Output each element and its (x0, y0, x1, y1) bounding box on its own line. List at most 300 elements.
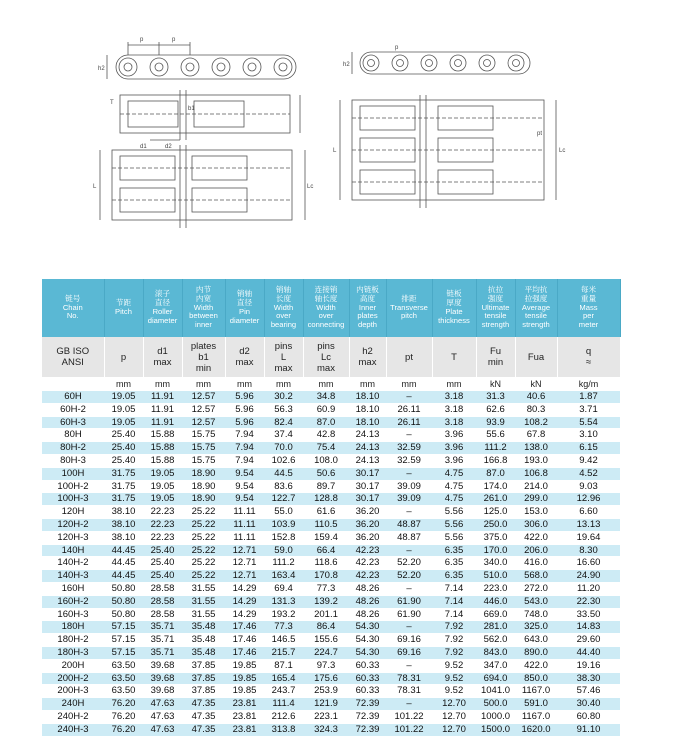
table-cell: – (386, 698, 432, 711)
column-header (476, 279, 515, 337)
chain-number-cell: 140H-2 (42, 557, 104, 570)
chain-number-cell: 200H (42, 659, 104, 672)
table-row (42, 582, 620, 595)
table-cell: 6.35 (432, 557, 476, 570)
table-cell: 72.39 (349, 710, 386, 723)
table-cell: 19.05 (104, 416, 143, 429)
table-cell: 55.0 (264, 506, 303, 519)
table-cell: 101.22 (386, 723, 432, 736)
table-cell: 70.0 (264, 442, 303, 455)
table-row (42, 403, 620, 416)
table-cell: 37.85 (182, 685, 225, 698)
chain-number-cell: 100H (42, 467, 104, 480)
chain-number-cell: 180H-2 (42, 634, 104, 647)
table-cell: – (386, 544, 432, 557)
table-cell: 253.9 (303, 685, 349, 698)
table-cell: 18.10 (349, 391, 386, 403)
table-cell: 3.71 (557, 403, 620, 416)
chain-number-cell: 140H (42, 544, 104, 557)
table-cell: 174.0 (476, 480, 515, 493)
column-header (557, 279, 620, 337)
table-cell: 38.30 (557, 672, 620, 685)
table-cell: 12.71 (225, 557, 264, 570)
table-cell: 9.54 (225, 493, 264, 506)
table-cell: 19.16 (557, 659, 620, 672)
table-cell: 215.7 (264, 646, 303, 659)
table-cell: 14.29 (225, 595, 264, 608)
table-cell: 18.10 (349, 416, 386, 429)
table-cell: 37.4 (264, 429, 303, 442)
table-row (42, 659, 620, 672)
table-cell: 25.22 (182, 544, 225, 557)
table-cell: 14.83 (557, 621, 620, 634)
table-cell: 25.40 (143, 544, 182, 557)
table-cell: 7.14 (432, 608, 476, 621)
table-cell: 340.0 (476, 557, 515, 570)
table-cell: 38.10 (104, 531, 143, 544)
table-cell: 25.40 (104, 454, 143, 467)
table-cell: 12.57 (182, 391, 225, 403)
table-cell: 5.96 (225, 391, 264, 403)
table-cell: 30.2 (264, 391, 303, 403)
table-cell: 15.75 (182, 442, 225, 455)
table-cell: 54.30 (349, 646, 386, 659)
table-cell: 12.96 (557, 493, 620, 506)
table-cell: 7.92 (432, 621, 476, 634)
table-cell: 324.3 (303, 723, 349, 736)
table-cell: 42.8 (303, 429, 349, 442)
header-en-text: diameter (147, 315, 178, 325)
table-cell: 63.50 (104, 659, 143, 672)
table-cell: 11.91 (143, 391, 182, 403)
table-cell: 52.20 (386, 557, 432, 570)
table-cell: 69.16 (386, 646, 432, 659)
table-cell: 69.16 (386, 634, 432, 647)
table-cell: 91.10 (557, 723, 620, 736)
table-row (42, 454, 620, 467)
table-cell: 3.96 (432, 442, 476, 455)
table-cell: 159.4 (303, 531, 349, 544)
unit-cell: mm (386, 377, 432, 391)
table-cell: 47.63 (143, 698, 182, 711)
table-cell: 446.0 (476, 595, 515, 608)
chain-number-cell: 160H-2 (42, 595, 104, 608)
table-row (42, 646, 620, 659)
table-cell: 35.71 (143, 634, 182, 647)
table-cell: 47.63 (143, 710, 182, 723)
table-cell: 89.7 (303, 480, 349, 493)
table-cell: 23.81 (225, 698, 264, 711)
table-cell: 9.42 (557, 454, 620, 467)
unit-cell: kN (515, 377, 557, 391)
chain-number-cell: 60H-2 (42, 403, 104, 416)
symbol-text: q (585, 346, 592, 357)
table-cell: 55.6 (476, 429, 515, 442)
table-cell: 17.46 (225, 634, 264, 647)
table-cell: 125.0 (476, 506, 515, 519)
table-row (42, 416, 620, 429)
table-cell: 5.54 (557, 416, 620, 429)
table-cell: 19.05 (104, 403, 143, 416)
table-cell: 152.8 (264, 531, 303, 544)
table-cell: 63.50 (104, 685, 143, 698)
table-cell: 48.87 (386, 518, 432, 531)
table-row (42, 595, 620, 608)
symbol-text: ANSI (61, 357, 84, 368)
table-cell: 42.23 (349, 557, 386, 570)
table-cell: 243.7 (264, 685, 303, 698)
table-cell: 1620.0 (515, 723, 557, 736)
symbol-text: h2 (362, 346, 373, 357)
table-cell: 36.20 (349, 506, 386, 519)
header-row (42, 279, 620, 337)
table-row (42, 544, 620, 557)
symbol-text: max (317, 362, 335, 374)
table-cell: 12.71 (225, 544, 264, 557)
table-cell: 11.91 (143, 416, 182, 429)
table-cell: 47.63 (143, 723, 182, 736)
table-cell: 31.75 (104, 493, 143, 506)
table-cell: 25.22 (182, 506, 225, 519)
table-cell: 25.40 (104, 442, 143, 455)
table-cell: 4.75 (432, 467, 476, 480)
table-cell: 34.8 (303, 391, 349, 403)
table-cell: 32.59 (386, 454, 432, 467)
table-cell: 568.0 (515, 570, 557, 583)
header-en-text: Pin (239, 307, 250, 316)
table-cell: 669.0 (476, 608, 515, 621)
table-cell: 78.31 (386, 672, 432, 685)
header-en-text: Mass (579, 302, 598, 312)
multi-chain-side-view (352, 52, 530, 74)
table-cell: 31.55 (182, 582, 225, 595)
table-cell: 261.0 (476, 493, 515, 506)
table-cell: 13.13 (557, 518, 620, 531)
table-cell: 47.35 (182, 698, 225, 711)
table-row (42, 634, 620, 647)
table-cell: 111.4 (264, 698, 303, 711)
double-strand-top-view (100, 145, 305, 228)
table-cell: 39.68 (143, 659, 182, 672)
header-zh-text: 排距 (401, 293, 417, 303)
table-row (42, 698, 620, 711)
table-cell: 17.46 (225, 646, 264, 659)
table-cell: 4.75 (432, 493, 476, 506)
table-cell: 15.88 (143, 442, 182, 455)
table-cell: 15.75 (182, 454, 225, 467)
table-row (42, 621, 620, 634)
header-zh-text: 链号 (65, 293, 81, 303)
chain-number-cell: 200H-2 (42, 672, 104, 685)
header-en-text: strength (522, 320, 550, 330)
chain-number-cell: 60H (42, 391, 104, 403)
header-zh-text: 厚度 (446, 298, 462, 308)
table-cell: 5.96 (225, 403, 264, 416)
table-cell: 42.23 (349, 570, 386, 583)
header-zh-text: 每米 (580, 284, 597, 294)
table-cell: 500.0 (476, 698, 515, 711)
table-cell: 4.75 (432, 480, 476, 493)
table-cell: 48.26 (349, 582, 386, 595)
symbol-text: Fua (527, 351, 545, 363)
table-cell: 72.39 (349, 723, 386, 736)
table-cell: 138.0 (515, 442, 557, 455)
symbol-text: b1 (198, 351, 209, 363)
table-cell: 15.88 (143, 429, 182, 442)
table-cell: 15.75 (182, 429, 225, 442)
label-p-right: p (395, 45, 399, 51)
label-l: L (93, 184, 97, 190)
table-cell: 18.90 (182, 467, 225, 480)
table-cell: 25.40 (143, 557, 182, 570)
symbol-cell (143, 337, 182, 377)
table-cell: 416.0 (515, 557, 557, 570)
table-cell: 643.0 (515, 634, 557, 647)
table-cell: 748.0 (515, 608, 557, 621)
table-cell: 39.68 (143, 685, 182, 698)
table-cell: 30.40 (557, 698, 620, 711)
chain-number-cell: 120H-3 (42, 531, 104, 544)
table-cell: 3.96 (432, 429, 476, 442)
table-cell: 80.3 (515, 403, 557, 416)
header-zh-text: 内节 (195, 284, 212, 294)
table-cell: 7.94 (225, 442, 264, 455)
column-header (386, 279, 432, 337)
column-header (303, 279, 349, 337)
table-cell: 1167.0 (515, 685, 557, 698)
table-cell: 35.48 (182, 621, 225, 634)
header-en-text: Inner (358, 302, 377, 312)
table-cell: 42.23 (349, 544, 386, 557)
chain-number-cell: 100H-2 (42, 480, 104, 493)
table-cell: 37.85 (182, 672, 225, 685)
table-cell: 193.0 (515, 454, 557, 467)
column-header (225, 279, 264, 337)
table-cell: 1500.0 (476, 723, 515, 736)
header-en-text: meter (578, 320, 599, 330)
table-cell: 36.20 (349, 518, 386, 531)
label-l-right: L (333, 148, 337, 154)
table-cell: 32.59 (386, 442, 432, 455)
table-cell: 106.8 (515, 467, 557, 480)
table-cell: 19.85 (225, 659, 264, 672)
symbol-text: min (487, 357, 504, 368)
table-cell: 325.0 (515, 621, 557, 634)
table-cell: 76.20 (104, 723, 143, 736)
table-cell: 26.11 (386, 416, 432, 429)
table-cell: 18.90 (182, 480, 225, 493)
unit-cell: mm (182, 377, 225, 391)
table-cell: 24.13 (349, 442, 386, 455)
symbol-cell (476, 337, 515, 377)
table-cell: 76.20 (104, 698, 143, 711)
table-cell: 163.4 (264, 570, 303, 583)
symbol-cell (264, 337, 303, 377)
header-en-text: pitch (400, 311, 418, 321)
label-b1: b1 (188, 106, 195, 112)
table-cell: 61.90 (386, 595, 432, 608)
column-header (143, 279, 182, 337)
symbol-text: p (120, 351, 127, 363)
unit-cell: mm (303, 377, 349, 391)
table-cell: 39.09 (386, 493, 432, 506)
table-row (42, 480, 620, 493)
table-cell: 28.58 (143, 595, 182, 608)
table-cell: 19.64 (557, 531, 620, 544)
table-cell: 63.50 (104, 672, 143, 685)
table-row (42, 531, 620, 544)
chain-number-cell: 240H-3 (42, 723, 104, 736)
unit-cell: mm (432, 377, 476, 391)
table-cell: 12.70 (432, 723, 476, 736)
table-cell: 9.52 (432, 672, 476, 685)
table-cell: 59.0 (264, 544, 303, 557)
table-cell: 23.81 (225, 710, 264, 723)
header-zh-text: 长度 (275, 293, 292, 303)
symbol-cell (557, 337, 620, 377)
table-cell: 175.6 (303, 672, 349, 685)
header-zh-text: 销轴 (236, 289, 253, 299)
label-pt: pt (537, 131, 543, 137)
table-cell: 69.4 (264, 582, 303, 595)
header-zh-text: 高度 (359, 293, 376, 303)
chain-number-cell: 100H-3 (42, 493, 104, 506)
table-row (42, 723, 620, 736)
chain-number-cell: 160H (42, 582, 104, 595)
table-cell: 48.87 (386, 531, 432, 544)
table-cell: 31.55 (182, 595, 225, 608)
table-cell: 60.9 (303, 403, 349, 416)
table-cell: 7.92 (432, 634, 476, 647)
header-zh-text: 重量 (580, 293, 597, 303)
table-cell: 128.8 (303, 493, 349, 506)
table-row (42, 570, 620, 583)
symbol-text: pins (274, 340, 293, 352)
table-cell: 22.23 (143, 506, 182, 519)
table-cell: 87.1 (264, 659, 303, 672)
table-row (42, 518, 620, 531)
table-cell: 347.0 (476, 659, 515, 672)
table-cell: 6.15 (557, 442, 620, 455)
column-header (42, 279, 104, 337)
label-p: p (140, 37, 144, 43)
table-cell: 25.40 (143, 570, 182, 583)
table-cell: 890.0 (515, 646, 557, 659)
table-cell: 281.0 (476, 621, 515, 634)
table-cell: 35.48 (182, 634, 225, 647)
table-cell: 223.0 (476, 582, 515, 595)
table-row (42, 608, 620, 621)
header-en-text: between (189, 311, 218, 321)
header-en-text: strength (481, 320, 510, 330)
table-cell: 166.8 (476, 454, 515, 467)
label-p-2: p (172, 37, 176, 43)
table-row (42, 506, 620, 519)
chain-number-cell: 140H-3 (42, 570, 104, 583)
symbol-text: T (451, 351, 457, 363)
table-cell: 57.15 (104, 634, 143, 647)
chain-number-cell: 180H-3 (42, 646, 104, 659)
table-cell: 54.30 (349, 621, 386, 634)
table-cell: 224.7 (303, 646, 349, 659)
table-cell: 75.4 (303, 442, 349, 455)
table-cell: 78.31 (386, 685, 432, 698)
table-cell: 19.05 (104, 391, 143, 403)
table-cell: 57.15 (104, 621, 143, 634)
header-en-text: diameter (229, 315, 260, 325)
table-cell: 44.45 (104, 570, 143, 583)
header-en-text: Average (521, 302, 551, 312)
table-cell: 25.40 (104, 429, 143, 442)
unit-cell: mm (264, 377, 303, 391)
header-zh-text: 强度 (487, 293, 504, 303)
table-cell: 16.60 (557, 557, 620, 570)
table-cell: 77.3 (264, 621, 303, 634)
table-cell: 57.46 (557, 685, 620, 698)
table-cell: 299.0 (515, 493, 557, 506)
symbol-text: plates (190, 340, 217, 352)
header-en-text: tensile (484, 311, 507, 321)
table-cell: 591.0 (515, 698, 557, 711)
triple-strand-top-view (340, 95, 556, 208)
table-cell: 97.3 (303, 659, 349, 672)
table-cell: 35.48 (182, 646, 225, 659)
table-cell: 111.2 (476, 442, 515, 455)
table-cell: 82.4 (264, 416, 303, 429)
table-cell: 31.55 (182, 608, 225, 621)
table-cell: 44.40 (557, 646, 620, 659)
table-cell: 562.0 (476, 634, 515, 647)
label-t: T (110, 100, 114, 106)
header-en-text: Pitch (115, 307, 132, 316)
header-zh-text: 链板 (446, 289, 462, 299)
chain-number-cell: 60H-3 (42, 416, 104, 429)
table-cell: 30.17 (349, 493, 386, 506)
table-row (42, 710, 620, 723)
table-cell: 5.56 (432, 518, 476, 531)
table-row (42, 557, 620, 570)
table-cell: 50.80 (104, 608, 143, 621)
table-cell: 15.88 (143, 454, 182, 467)
table-cell: 14.29 (225, 608, 264, 621)
table-cell: 11.11 (225, 518, 264, 531)
chain-number-cell: 200H-3 (42, 685, 104, 698)
table-cell: 4.52 (557, 467, 620, 480)
symbol-text: max (235, 357, 254, 368)
table-cell: 12.57 (182, 403, 225, 416)
label-h2-right: h2 (343, 62, 350, 68)
table-cell: 313.8 (264, 723, 303, 736)
symbol-text: max (274, 362, 293, 374)
table-cell: 25.22 (182, 518, 225, 531)
table-cell: 6.60 (557, 506, 620, 519)
table-cell: 7.92 (432, 646, 476, 659)
table-cell: 86.4 (303, 621, 349, 634)
table-cell: 19.05 (143, 493, 182, 506)
table-cell: 83.6 (264, 480, 303, 493)
unit-cell: mm (349, 377, 386, 391)
table-cell: 5.56 (432, 531, 476, 544)
chain-number-cell: 80H (42, 429, 104, 442)
symbol-cell (42, 337, 104, 377)
table-cell: 60.80 (557, 710, 620, 723)
table-cell: 39.09 (386, 480, 432, 493)
table-cell: 19.85 (225, 685, 264, 698)
table-cell: 47.35 (182, 723, 225, 736)
table-cell: 60.33 (349, 659, 386, 672)
column-header (349, 279, 386, 337)
table-cell: 24.13 (349, 454, 386, 467)
